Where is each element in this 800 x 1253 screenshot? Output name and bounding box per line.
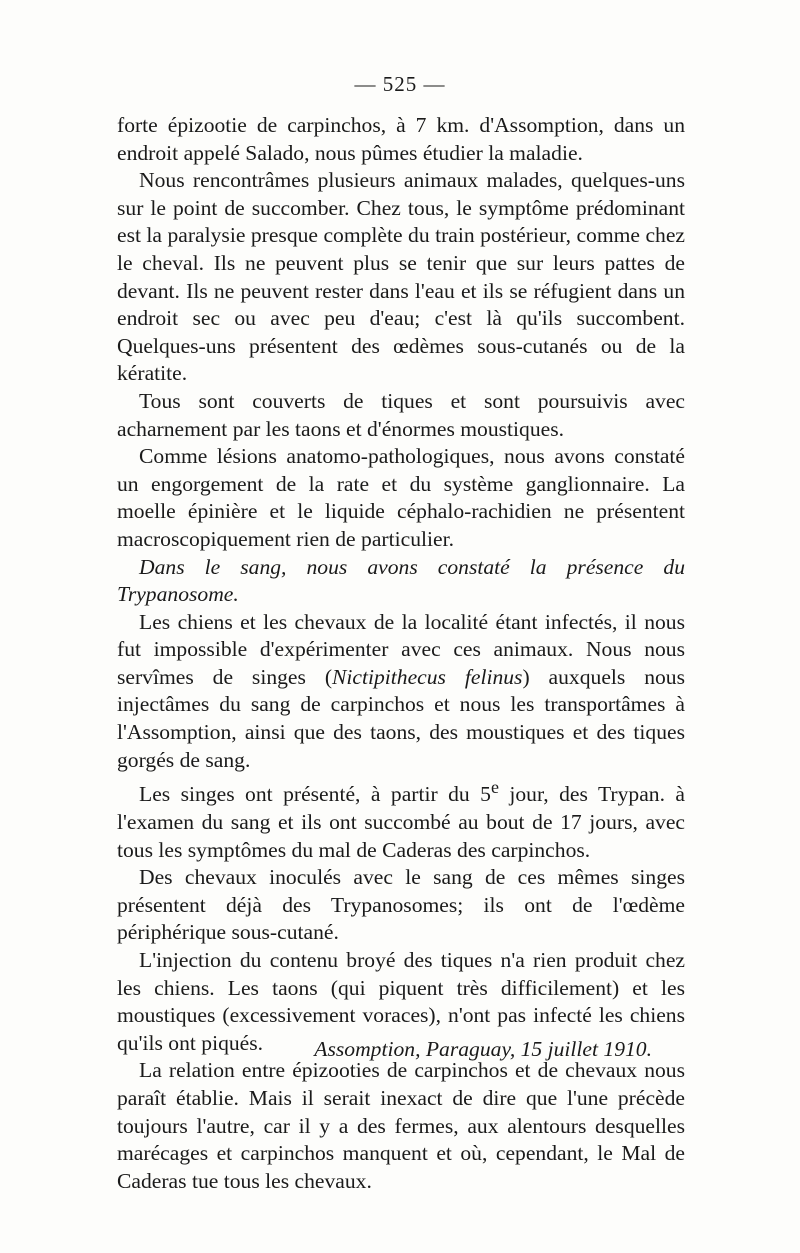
paragraph-10: La relation entre épizooties de carpinchos et de chevaux nous paraît établie. Mais il serait inexact de dire que l'une précède toujours l'autre, car il y a des fermes, aux alentours desquelles marécages et carpinchos manquent et où, cependant, le Mal de Caderas tue tous les chevaux.: [117, 1058, 685, 1193]
paragraph-6: [117, 609, 685, 775]
paragraph-4: Comme lésions anatomo-pathologiques, nous avons constaté un engorgement de la rate et du système ganglionnaire. La moelle épinière et le liquide céphalo-rachidien ne présentent macroscopiquement rien de particulier.: [117, 444, 685, 551]
paragraph-6-after: ) auxquels nous injectâmes du sang de carpinchos et nous les transportâmes à l'Assomption, ainsi que des taons, des moustiques et des tiques gorgés de sang.: [117, 664, 685, 772]
paragraph-7-after: jour, des Trypan. à l'examen du sang et ils ont succombé au bout de 17 jours, avec tous les symptômes du mal de Caderas des carpinchos.: [117, 782, 685, 862]
paragraph-7-before: Les singes ont présenté, à partir du 5: [139, 782, 491, 807]
page-number: — 525 —: [354, 72, 446, 96]
body-text: [117, 112, 685, 1195]
paragraph-8: Des chevaux inoculés avec le sang de ces mêmes singes présentent déjà des Trypanosomes; ils ont de l'œdème périphérique sous-cutané.: [117, 865, 685, 945]
ordinal-superscript: e: [490, 777, 499, 798]
place-date-signature: Assomption, Paraguay, 15 juillet 1910.: [314, 1037, 652, 1061]
paragraph-3: Tous sont couverts de tiques et sont poursuivis avec acharnement par les taons et d'énormes moustiques.: [117, 388, 685, 441]
species-name: Nictipithecus felinus: [332, 664, 523, 689]
paragraph-9: L'injection du contenu broyé des tiques n'a rien produit chez les chiens. Les taons (qui piquent très difficilement) et les moustiques (excessivement voraces), n'ont pas infecté les chiens qu'ils ont piqués.: [117, 948, 685, 1055]
paragraph-6-before: Les chiens et les chevaux de la localité étant infectés, il nous fut impossible d'expérimenter avec ces animaux. Nous nous servîmes de singes (: [117, 609, 685, 689]
paragraph-7: [117, 774, 685, 864]
paragraph-2: Nous rencontrâmes plusieurs animaux malades, quelques-uns sur le point de succomber. Chez tous, le symptôme prédominant est la paralysie presque complète du train postérieur, comme chez le cheval. Ils ne peuvent plus se tenir que sur leurs pattes de devant. Ils ne peuvent rester dans l'eau et ils se réfugient dans un endroit sec ou avec peu d'eau; c'est là qu'ils succombent. Quelques-uns présentent des œdèmes sous-cutanés ou de la kératite.: [117, 168, 685, 386]
paragraph-1: forte épizootie de carpinchos, à 7 km. d'Assomption, dans un endroit appelé Salado, nous pûmes étudier la maladie.: [117, 113, 685, 165]
paragraph-5-italic: Dans le sang, nous avons constaté la présence du Trypanosome.: [117, 554, 685, 607]
